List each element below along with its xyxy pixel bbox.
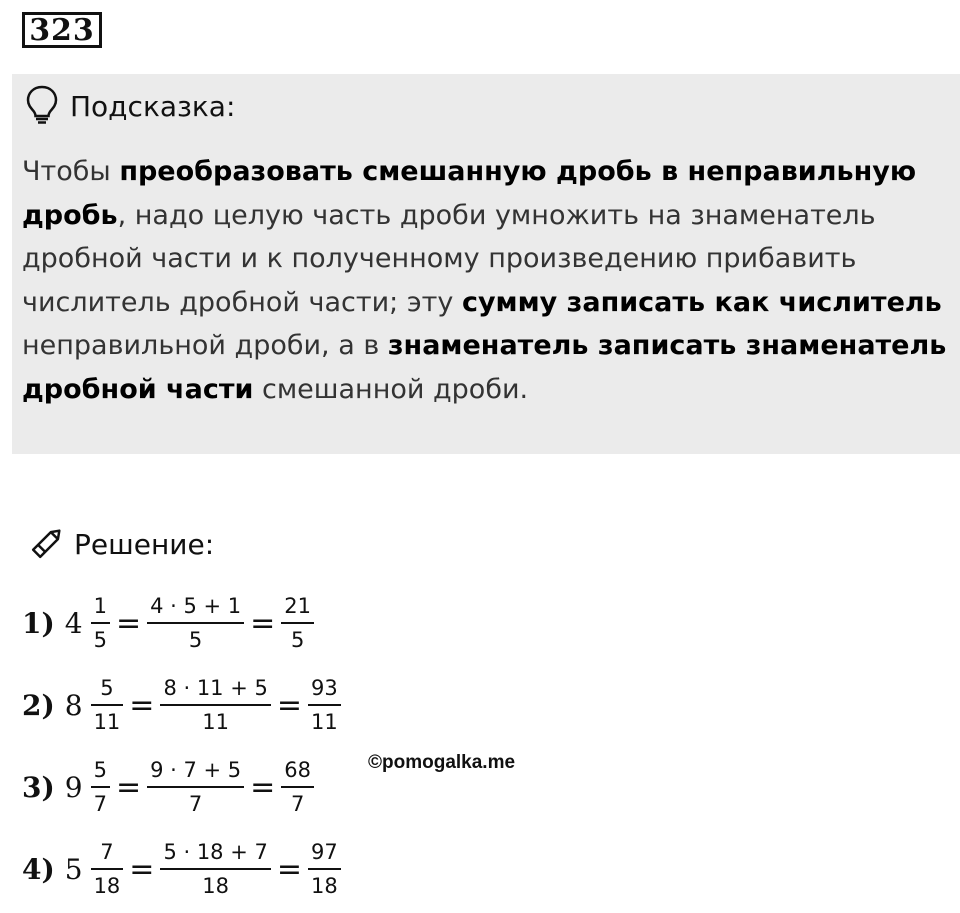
result-fraction [308,842,341,897]
hint-bold-text: сумму записать как числитель [461,286,942,318]
hint-text-segment: Чтобы [22,156,120,187]
solution-header [28,522,214,566]
equals-sign: = [276,852,302,887]
denominator: 5 [281,622,314,651]
mixed-fraction-part [91,596,110,651]
numerator: 5 · 18 + 7 [163,840,268,864]
solution-row [22,842,341,897]
hint-text [22,150,952,411]
numerator: 7 [100,840,114,864]
hint-text-segment: , надо целую часть дроби умножить на знаменатель дробной части и к полученному произведению прибавить числитель дробной части; эту [22,199,876,318]
numerator: 5 [93,758,107,782]
improper-fraction-expression [160,678,270,733]
denominator: 7 [281,786,314,815]
solution-title: Решение: [74,527,215,561]
whole-part: 5 [64,853,83,886]
equals-sign: = [250,770,276,805]
row-number: 4) [22,853,55,886]
numerator: 68 [284,758,312,782]
whole-part: 9 [64,771,83,804]
solution-row [22,678,341,733]
row-number: 3) [22,771,55,804]
whole-part: 4 [64,607,83,640]
equals-sign: = [276,688,302,723]
denominator: 11 [160,704,270,733]
improper-fraction-expression [147,760,244,815]
hint-bold-text: знаменатель записать знаменатель дробной части [22,330,947,405]
whole-part: 8 [64,689,83,722]
result-fraction [281,760,314,815]
numerator: 93 [311,676,338,700]
denominator: 5 [147,622,244,651]
numerator: 8 · 11 + 5 [163,676,268,700]
row-number: 1) [22,607,55,640]
denominator: 7 [91,786,110,815]
denominator: 11 [91,704,124,733]
equals-sign: = [250,606,276,641]
numerator: 4 · 5 + 1 [150,594,242,618]
solution-row [22,596,314,651]
task-number: 323 [22,12,102,48]
equals-sign: = [129,852,155,887]
equals-sign: = [115,606,142,641]
denominator: 18 [160,868,270,897]
hint-bold-text: преобразовать смешанную дробь в неправильную дробь [22,156,917,231]
improper-fraction-expression [147,596,244,651]
mixed-fraction-part [91,678,124,733]
mixed-fraction-part [91,760,110,815]
hint-text-segment: смешанной дроби. [253,373,529,405]
hint-text-segment: неправильной дроби, а в [22,330,388,361]
lightbulb-icon [24,84,60,128]
result-fraction [308,678,341,733]
solution-row [22,760,314,815]
hint-title: Подсказка: [70,89,236,123]
improper-fraction-expression [160,842,270,897]
pencil-icon [28,522,68,566]
denominator: 18 [308,868,341,897]
numerator: 97 [311,840,338,864]
numerator: 1 [93,594,107,618]
watermark: ©pomogalka.me [368,752,516,773]
equals-sign: = [129,688,155,723]
denominator: 5 [91,622,110,651]
mixed-fraction-part [91,842,124,897]
numerator: 21 [284,594,312,618]
denominator: 11 [308,704,341,733]
hint-header [24,84,235,128]
numerator: 9 · 7 + 5 [150,758,242,782]
numerator: 5 [100,676,114,700]
equals-sign: = [115,770,142,805]
denominator: 7 [147,786,244,815]
result-fraction [281,596,314,651]
row-number: 2) [22,689,55,722]
denominator: 18 [91,868,124,897]
